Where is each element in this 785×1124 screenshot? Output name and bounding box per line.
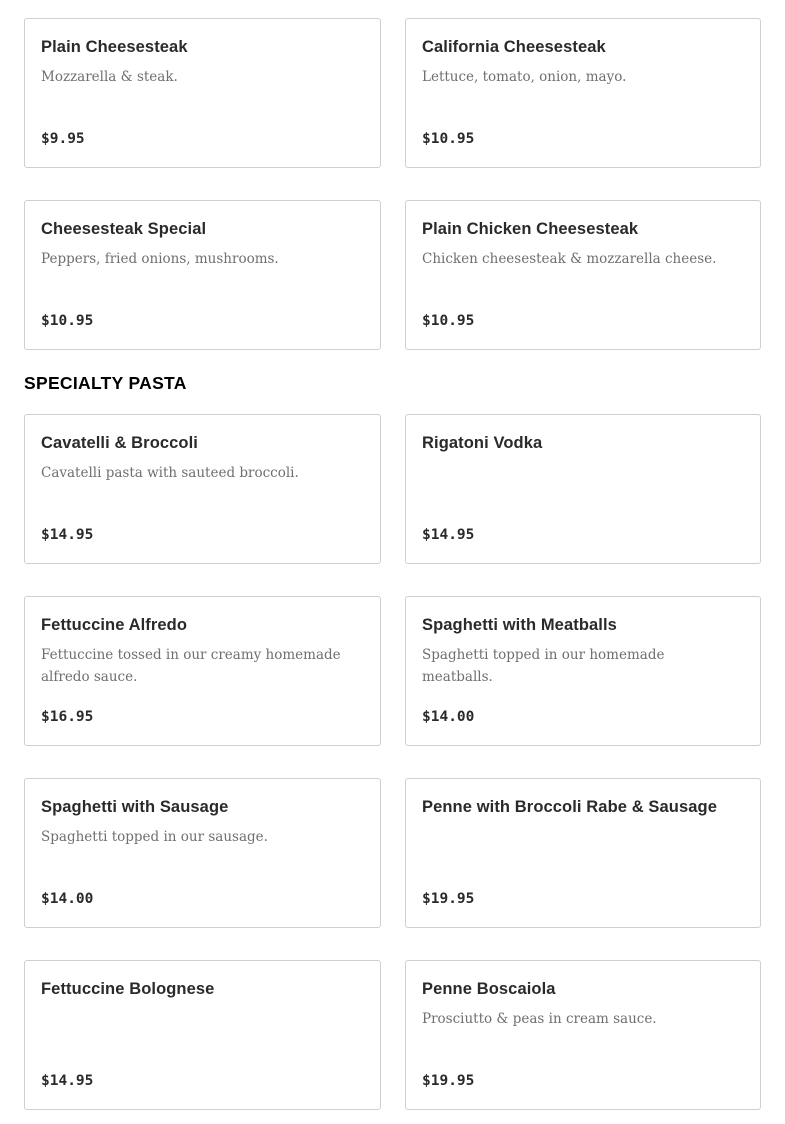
menu-item-price: $16.95 bbox=[41, 709, 94, 725]
menu-item-name: Penne Boscaiola bbox=[422, 980, 556, 998]
menu-item-description: Prosciutto & peas in cream sauce. bbox=[422, 1011, 657, 1027]
menu-item-name: Fettuccine Bolognese bbox=[41, 980, 215, 998]
menu-item-price: $14.95 bbox=[41, 1073, 94, 1089]
menu-item-price: $14.00 bbox=[41, 891, 94, 907]
menu-item-name: California Cheesesteak bbox=[422, 38, 606, 56]
specialty-pasta-menu-grid bbox=[24, 414, 761, 1110]
menu-item-name: Rigatoni Vodka bbox=[422, 434, 543, 452]
menu-item-description: Cavatelli pasta with sauteed broccoli. bbox=[41, 465, 299, 481]
menu-item-card[interactable] bbox=[24, 414, 381, 564]
section-heading-specialty-pasta: SPECIALTY PASTA bbox=[24, 373, 187, 393]
menu-item-card[interactable] bbox=[405, 596, 761, 746]
menu-item-name: Fettuccine Alfredo bbox=[41, 616, 188, 634]
menu-item-card[interactable] bbox=[405, 960, 761, 1110]
menu-item-card[interactable] bbox=[405, 778, 761, 928]
menu-item-card[interactable] bbox=[405, 414, 761, 564]
menu-item-description: Lettuce, tomato, onion, mayo. bbox=[422, 69, 627, 85]
menu-item-card[interactable] bbox=[24, 960, 381, 1110]
menu-item-name: Plain Cheesesteak bbox=[41, 38, 188, 56]
menu-item-description: Spaghetti topped in our sausage. bbox=[41, 829, 268, 845]
menu-item-price: $14.00 bbox=[422, 709, 475, 725]
menu-item-name: Penne with Broccoli Rabe & Sausage bbox=[422, 798, 717, 816]
menu-item-card[interactable] bbox=[405, 18, 761, 168]
cheesesteak-menu-grid bbox=[24, 18, 761, 350]
menu-item-card[interactable] bbox=[405, 200, 761, 350]
menu-item-name: Spaghetti with Meatballs bbox=[422, 616, 617, 634]
menu-item-price: $19.95 bbox=[422, 891, 475, 907]
menu-item-name: Cavatelli & Broccoli bbox=[41, 434, 198, 452]
menu-item-description: Mozzarella & steak. bbox=[41, 69, 178, 85]
menu-item-price: $10.95 bbox=[422, 313, 475, 329]
menu-item-description: Spaghetti topped in our homemade meatballs. bbox=[422, 647, 665, 685]
menu-item-price: $9.95 bbox=[41, 131, 85, 147]
menu-item-price: $10.95 bbox=[422, 131, 475, 147]
menu-item-card[interactable] bbox=[24, 18, 381, 168]
menu-item-card[interactable] bbox=[24, 778, 381, 928]
menu-item-card[interactable] bbox=[24, 200, 381, 350]
menu-item-price: $14.95 bbox=[41, 527, 94, 543]
menu-item-name: Cheesesteak Special bbox=[41, 220, 207, 238]
menu-item-description: Peppers, fried onions, mushrooms. bbox=[41, 251, 279, 267]
menu-item-name: Spaghetti with Sausage bbox=[41, 798, 229, 816]
menu-item-price: $14.95 bbox=[422, 527, 475, 543]
menu-item-name: Plain Chicken Cheesesteak bbox=[422, 220, 639, 238]
menu-item-card[interactable] bbox=[24, 596, 381, 746]
menu-item-price: $19.95 bbox=[422, 1073, 475, 1089]
menu-item-description: Chicken cheesesteak & mozzarella cheese. bbox=[422, 251, 717, 267]
menu-item-price: $10.95 bbox=[41, 313, 94, 329]
menu-item-description: Fettuccine tossed in our creamy homemade alfredo sauce. bbox=[41, 647, 341, 685]
